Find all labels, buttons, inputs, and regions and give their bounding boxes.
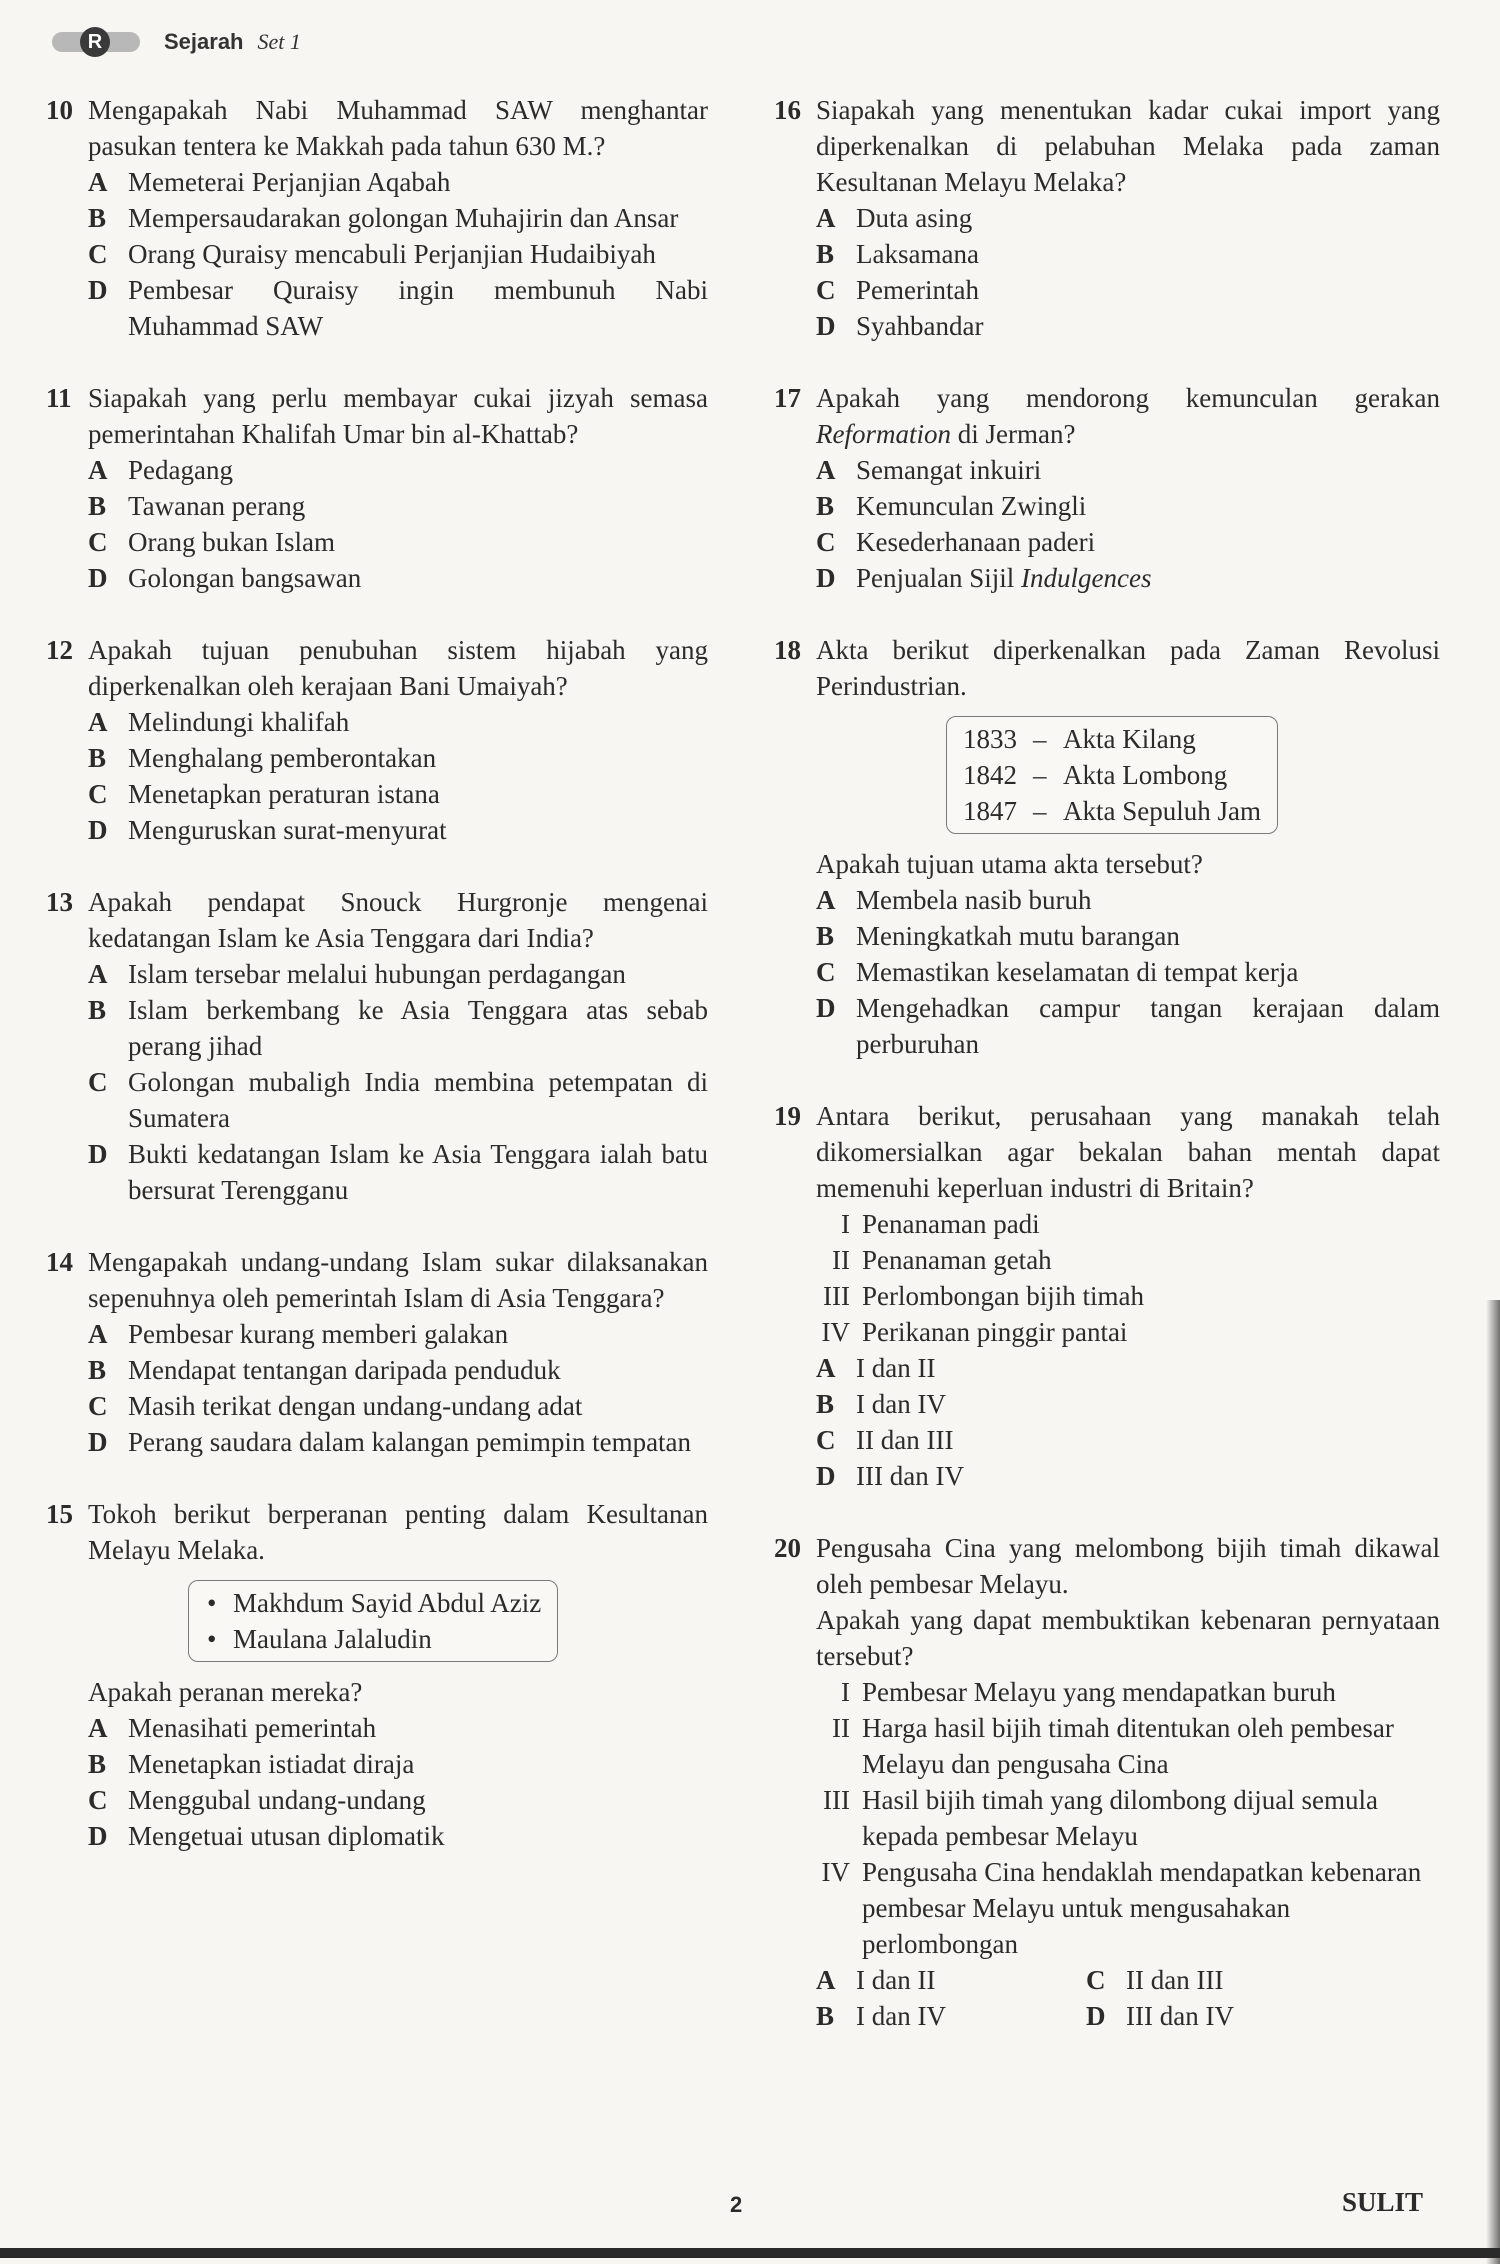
option-letter: D: [816, 563, 836, 593]
option-text: Golongan bangsawan: [128, 563, 362, 593]
option-text-italic: Indulgences: [1021, 563, 1152, 593]
option-c[interactable]: [816, 272, 1440, 308]
option-letter: C: [816, 527, 836, 557]
question-text: Apakah pendapat Snouck Hurgronje mengenai kedatangan Islam ke Asia Tenggara dari India?: [88, 887, 708, 953]
option-text: Pembesar Quraisy ingin membunuh Nabi Muhammad SAW: [128, 275, 708, 341]
option-text: Mendapat tentangan daripada penduduk: [128, 1355, 561, 1385]
option-text: II dan III: [856, 1425, 954, 1455]
question-12: [46, 632, 708, 848]
option-a[interactable]: [816, 882, 1440, 918]
figure-item: • Makhdum Sayid Abdul Aziz: [205, 1585, 541, 1621]
option-letter: C: [1086, 1965, 1106, 1995]
question-15: [46, 1496, 708, 1854]
acts-box-wrapper: [816, 704, 1440, 846]
bottom-edge: [0, 2248, 1500, 2258]
option-letter: B: [88, 203, 107, 233]
option-letter: C: [88, 239, 108, 269]
option-text: Tawanan perang: [128, 491, 306, 521]
options-grid: [816, 1962, 1440, 2034]
statement-numeral: I: [841, 1209, 850, 1239]
option-b[interactable]: [816, 1998, 1086, 2034]
option-letter: D: [816, 311, 836, 341]
statement-item: [816, 1242, 1440, 1278]
option-text: Memeterai Perjanjian Aqabah: [128, 167, 451, 197]
question-text: Siapakah yang menentukan kadar cukai import yang diperkenalkan di pelabuhan Melaka pada zaman Kesultanan Melayu Melaka?: [816, 95, 1440, 197]
option-letter: C: [88, 527, 108, 557]
question-11: [46, 380, 708, 596]
question-number: 10: [46, 95, 73, 125]
option-d[interactable]: [88, 812, 708, 848]
option-text: Islam berkembang ke Asia Tenggara atas sebab perang jihad: [128, 995, 708, 1061]
statement-item: [816, 1206, 1440, 1242]
option-letter: A: [88, 707, 108, 737]
option-c[interactable]: [1086, 1962, 1356, 1998]
option-text: III dan IV: [856, 1461, 964, 1491]
question-10: [46, 92, 708, 344]
option-a[interactable]: [88, 452, 708, 488]
option-letter: B: [88, 995, 107, 1025]
option-c[interactable]: [88, 236, 708, 272]
statement-item: [816, 1782, 1440, 1854]
option-text: Mempersaudarakan golongan Muhajirin dan Ansar: [128, 203, 679, 233]
option-letter: B: [816, 921, 835, 951]
figure-item: • Maulana Jalaludin: [205, 1621, 541, 1657]
option-a[interactable]: [816, 452, 1440, 488]
option-c[interactable]: [88, 1064, 708, 1136]
acts-box: [946, 716, 1278, 834]
option-a[interactable]: [816, 1350, 1440, 1386]
option-text: Menggubal undang-undang: [128, 1785, 426, 1815]
option-b[interactable]: [88, 1352, 708, 1388]
option-letter: A: [88, 1319, 108, 1349]
option-d[interactable]: [88, 560, 708, 596]
statement-text: Pembesar Melayu yang mendapatkan buruh: [862, 1677, 1336, 1707]
option-letter: A: [88, 455, 108, 485]
option-b[interactable]: [816, 488, 1440, 524]
option-text: Pedagang: [128, 455, 233, 485]
question-text-pre: Apakah yang mendorong kemunculan gerakan: [816, 383, 1440, 413]
option-c[interactable]: [88, 1782, 708, 1818]
question-14: [46, 1244, 708, 1460]
option-letter: A: [816, 1965, 836, 1995]
page-number: 2: [730, 2192, 743, 2217]
statement-text: Harga hasil bijih timah ditentukan oleh pembesar Melayu dan pengusaha Cina: [862, 1713, 1394, 1779]
question-text: Pengusaha Cina yang melombong bijih timah dikawal oleh pembesar Melayu.: [816, 1533, 1440, 1599]
option-d[interactable]: [88, 1424, 708, 1460]
option-text: Kesederhanaan paderi: [856, 527, 1096, 557]
option-letter: A: [816, 203, 836, 233]
question-text: Mengapakah undang-undang Islam sukar dilaksanakan sepenuhnya oleh pemerintah Islam di Asia Tenggara?: [88, 1247, 708, 1313]
option-text: Penjualan Sijil: [856, 563, 1021, 593]
question-number: 13: [46, 887, 73, 917]
option-text: Kemunculan Zwingli: [856, 491, 1087, 521]
set-label: Set 1: [257, 29, 301, 54]
option-b[interactable]: [816, 1386, 1440, 1422]
question-text-post: di Jerman?: [951, 419, 1076, 449]
statement-item: [816, 1710, 1440, 1782]
option-d[interactable]: [88, 272, 708, 344]
option-text: Bukti kedatangan Islam ke Asia Tenggara ialah batu bersurat Terengganu: [128, 1139, 708, 1205]
act-dash: –: [1033, 724, 1047, 754]
subject-title: Sejarah: [164, 29, 244, 54]
question-text: Tokoh berikut berperanan penting dalam Kesultanan Melayu Melaka.: [88, 1499, 708, 1565]
statement-item: [816, 1854, 1440, 1962]
option-text: Perang saudara dalam kalangan pemimpin tempatan: [128, 1427, 692, 1457]
option-a[interactable]: [88, 1710, 708, 1746]
question-text: Mengapakah Nabi Muhammad SAW menghantar pasukan tentera ke Makkah pada tahun 630 M.?: [88, 95, 708, 161]
option-c[interactable]: [88, 524, 708, 560]
option-letter: C: [88, 1391, 108, 1421]
option-c[interactable]: [816, 954, 1440, 990]
statement-text: Penanaman getah: [862, 1245, 1052, 1275]
statement-text: Perikanan pinggir pantai: [862, 1317, 1128, 1347]
classification-label: SULIT: [1342, 2187, 1424, 2217]
statement-numeral: I: [841, 1677, 850, 1707]
option-text: Meningkatkah mutu barangan: [856, 921, 1180, 951]
option-letter: B: [816, 239, 835, 269]
option-text: Islam tersebar melalui hubungan perdagangan: [128, 959, 626, 989]
question-number: 15: [46, 1499, 73, 1529]
option-letter: A: [88, 1713, 108, 1743]
option-letter: B: [88, 743, 107, 773]
option-d[interactable]: [88, 1136, 708, 1208]
statement-text: Penanaman padi: [862, 1209, 1040, 1239]
question-text: Akta berikut diperkenalkan pada Zaman Revolusi Perindustrian.: [816, 635, 1440, 701]
question-19: [774, 1098, 1440, 1494]
question-17: [774, 380, 1440, 596]
option-text: Memastikan keselamatan di tempat kerja: [856, 957, 1299, 987]
figures-box-wrapper: [88, 1568, 708, 1674]
question-number: 19: [774, 1101, 801, 1131]
option-text: Melindungi khalifah: [128, 707, 350, 737]
question-16: [774, 92, 1440, 344]
option-a[interactable]: [88, 704, 708, 740]
option-b[interactable]: [816, 918, 1440, 954]
option-letter: B: [88, 1749, 107, 1779]
option-letter: C: [88, 1785, 108, 1815]
option-letter: D: [1086, 2001, 1106, 2031]
option-text: Syahbandar: [856, 311, 984, 341]
option-text: Orang Quraisy mencabuli Perjanjian Hudaibiyah: [128, 239, 656, 269]
option-c[interactable]: [816, 1422, 1440, 1458]
option-b[interactable]: [88, 740, 708, 776]
question-prompt: Apakah tujuan utama akta tersebut?: [816, 849, 1203, 879]
publisher-logo: [44, 26, 156, 58]
act-name: Akta Kilang: [1063, 724, 1196, 754]
option-d[interactable]: [88, 1818, 708, 1854]
question-prompt: Apakah peranan mereka?: [88, 1677, 363, 1707]
option-b[interactable]: [88, 200, 708, 236]
statement-numeral: IV: [821, 1317, 850, 1347]
page-header: [44, 22, 301, 62]
option-letter: B: [88, 491, 107, 521]
option-text: Orang bukan Islam: [128, 527, 335, 557]
question-text: Antara berikut, perusahaan yang manakah telah dikomersialkan agar bekalan bahan mentah dapat memenuhi keperluan industri di Britain?: [816, 1101, 1440, 1203]
statement-item: [816, 1674, 1440, 1710]
option-text: Menetapkan peraturan istana: [128, 779, 440, 809]
option-text: Laksamana: [856, 239, 979, 269]
option-text: Mengehadkan campur tangan kerajaan dalam perburuhan: [856, 993, 1440, 1059]
option-letter: D: [88, 563, 108, 593]
option-text: I dan II: [856, 1353, 936, 1383]
option-letter: D: [88, 815, 108, 845]
option-letter: A: [816, 455, 836, 485]
act-year: 1847: [963, 796, 1017, 826]
figures-box: [188, 1580, 558, 1662]
question-text: Apakah tujuan penubuhan sistem hijabah yang diperkenalkan oleh kerajaan Bani Umaiyah?: [88, 635, 708, 701]
option-text: Pembesar kurang memberi galakan: [128, 1319, 509, 1349]
option-letter: C: [88, 779, 108, 809]
option-b[interactable]: [88, 1746, 708, 1782]
option-d[interactable]: [816, 308, 1440, 344]
statement-item: [816, 1278, 1440, 1314]
question-number: 14: [46, 1247, 73, 1277]
option-b[interactable]: [88, 992, 708, 1064]
option-b[interactable]: [88, 488, 708, 524]
act-row: [963, 793, 1261, 829]
question-13: [46, 884, 708, 1208]
left-column: [46, 92, 708, 1890]
option-letter: D: [816, 1461, 836, 1491]
question-number: 20: [774, 1533, 801, 1563]
option-letter: D: [816, 993, 836, 1023]
logo-letter: R: [80, 27, 110, 57]
option-c[interactable]: [88, 776, 708, 812]
option-a[interactable]: [88, 956, 708, 992]
option-letter: C: [88, 1067, 108, 1097]
act-row: [963, 721, 1261, 757]
option-c[interactable]: [816, 524, 1440, 560]
statement-text: Perlombongan bijih timah: [862, 1281, 1144, 1311]
option-text: Golongan mubaligh India membina petempatan di Sumatera: [128, 1067, 708, 1133]
option-letter: B: [816, 491, 835, 521]
option-text: Pemerintah: [856, 275, 979, 305]
option-letter: A: [88, 167, 108, 197]
question-number: 16: [774, 95, 801, 125]
option-letter: D: [88, 1139, 108, 1169]
option-text: Masih terikat dengan undang-undang adat: [128, 1391, 583, 1421]
option-letter: A: [816, 885, 836, 915]
statement-numeral: II: [832, 1713, 850, 1743]
act-year: 1833: [963, 724, 1017, 754]
option-text: Mengetuai utusan diplomatik: [128, 1821, 445, 1851]
option-letter: D: [88, 275, 108, 305]
question-number: 17: [774, 383, 801, 413]
act-year: 1842: [963, 760, 1017, 790]
option-text: Semangat inkuiri: [856, 455, 1042, 485]
page-edge-shadow: [1486, 1300, 1500, 2264]
option-a[interactable]: [88, 1316, 708, 1352]
option-letter: D: [88, 1427, 108, 1457]
statement-numeral: II: [832, 1245, 850, 1275]
option-letter: A: [816, 1353, 836, 1383]
option-letter: A: [88, 959, 108, 989]
option-b[interactable]: [816, 236, 1440, 272]
question-text: [816, 380, 1440, 452]
question-number: 11: [46, 383, 72, 413]
question-prompt: Apakah yang dapat membuktikan kebenaran pernyataan tersebut?: [816, 1605, 1440, 1671]
question-text-italic: Reformation: [816, 419, 951, 449]
question-text: Siapakah yang perlu membayar cukai jizyah semasa pemerintahan Khalifah Umar bin al-Khattab?: [88, 383, 708, 449]
option-text: III dan IV: [1126, 2001, 1234, 2031]
option-letter: B: [816, 1389, 835, 1419]
option-letter: C: [816, 957, 836, 987]
question-20: [774, 1530, 1440, 2034]
option-letter: C: [816, 275, 836, 305]
question-number: 12: [46, 635, 73, 665]
option-text: I dan II: [856, 1965, 936, 1995]
option-text: Menetapkan istiadat diraja: [128, 1749, 415, 1779]
statement-numeral: III: [823, 1785, 850, 1815]
option-text: Menasihati pemerintah: [128, 1713, 377, 1743]
option-text: II dan III: [1126, 1965, 1224, 1995]
act-dash: –: [1033, 796, 1047, 826]
option-d[interactable]: [816, 560, 1440, 596]
statement-numeral: III: [823, 1281, 850, 1311]
statement-numeral: IV: [821, 1857, 850, 1887]
act-name: Akta Lombong: [1063, 760, 1228, 790]
option-a[interactable]: [816, 200, 1440, 236]
option-d[interactable]: [816, 990, 1440, 1062]
option-letter: D: [88, 1821, 108, 1851]
option-text: Menghalang pemberontakan: [128, 743, 437, 773]
option-c[interactable]: [88, 1388, 708, 1424]
question-18: [774, 632, 1440, 1062]
option-text: Menguruskan surat-menyurat: [128, 815, 447, 845]
option-a[interactable]: [816, 1962, 1086, 1998]
statement-item: [816, 1314, 1440, 1350]
option-text: Duta asing: [856, 203, 973, 233]
option-d[interactable]: [816, 1458, 1440, 1494]
statement-text: Hasil bijih timah yang dilombong dijual semula kepada pembesar Melayu: [862, 1785, 1378, 1851]
act-name: Akta Sepuluh Jam: [1063, 796, 1261, 826]
act-dash: –: [1033, 760, 1047, 790]
option-text: I dan IV: [856, 1389, 946, 1419]
option-letter: B: [88, 1355, 107, 1385]
question-number: 18: [774, 635, 801, 665]
option-letter: C: [816, 1425, 836, 1455]
act-row: [963, 757, 1261, 793]
right-column: [774, 92, 1440, 2070]
option-d[interactable]: [1086, 1998, 1356, 2034]
statement-text: Pengusaha Cina hendaklah mendapatkan kebenaran pembesar Melayu untuk mengusahakan perlombongan: [862, 1857, 1422, 1959]
option-letter: B: [816, 2001, 835, 2031]
option-text: Membela nasib buruh: [856, 885, 1092, 915]
option-text: I dan IV: [856, 2001, 946, 2031]
option-a[interactable]: [88, 164, 708, 200]
